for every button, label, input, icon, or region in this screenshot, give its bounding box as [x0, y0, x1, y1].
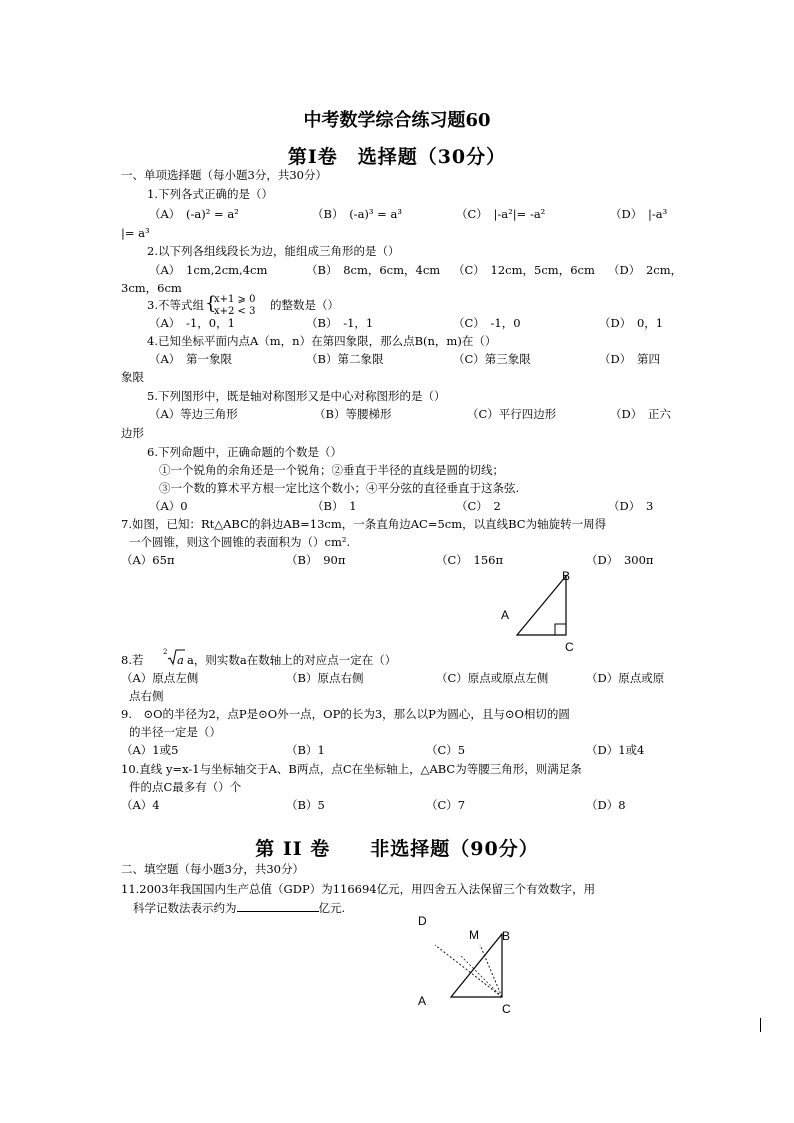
q6-stem: 6.下列命题中，正确命题的个数是（） [147, 445, 342, 459]
q7-label-b: B [562, 569, 571, 583]
q2-option-c: （C） 12cm，5cm，6cm [453, 263, 595, 277]
q5-option-b: （B）等腰梯形 [314, 407, 392, 421]
q7-option-a: （A）65π [121, 553, 175, 567]
q11-line-1: 11.2003年我国国内生产总值（GDP）为116694亿元，用四舍五入法保留三个有效数字，用 [121, 882, 596, 896]
q1-option-b: （B） (-a)³ = a³ [312, 207, 402, 221]
q10-option-c: （C）7 [426, 798, 466, 812]
q2-option-d: （D） 2cm， [608, 263, 683, 277]
q8-option-d-cont: 点右侧 [129, 689, 164, 703]
q11-label-b: B [502, 929, 511, 943]
q8-option-b: （B）原点右侧 [286, 671, 364, 685]
q5-option-d-cont: 边形 [121, 426, 144, 440]
q11-label-d: D [418, 914, 427, 928]
q8-option-d: （D）原点或原 [586, 671, 665, 685]
q11-label-m: M [469, 928, 479, 942]
q3-stem-post: 的整数是（） [270, 298, 339, 312]
q2-stem: 2.以下列各组线段长为边，能组成三角形的是（） [147, 244, 400, 258]
q11-answer-blank[interactable] [237, 900, 319, 912]
q7-label-c: C [565, 640, 574, 654]
q6-statement-1: ①一个锐角的余角还是一个锐角；②垂直于半径的直线是圆的切线； [159, 463, 504, 477]
q7-line-2: 一个圆锥，则这个圆锥的表面积为（）cm². [129, 535, 351, 549]
q7-triangle-figure [495, 566, 585, 658]
q8-root-index: 2 [163, 648, 168, 656]
q4-option-a: （A） 第一象限 [149, 352, 233, 366]
q11-label-a: A [418, 994, 427, 1008]
q11-line-2-pre: 科学记数法表示约为 [133, 901, 237, 915]
q4-option-d: （D） 第四 [599, 352, 660, 366]
q3-stem-pre: 3.不等式组 [147, 298, 204, 312]
q3-option-c: （C） -1，0 [453, 316, 521, 330]
q11-dashed-c [460, 955, 502, 997]
part2-title: 第 II 卷 非选择题（90分） [255, 838, 539, 860]
q6-option-d: （D） 3 [608, 499, 654, 513]
q11-dashed-cd [435, 945, 502, 997]
q8-stem-post: a，则实数a在数轴上的对应点一定在（） [187, 653, 397, 667]
q7-line-1: 7.如图，已知：Rt△ABC的斜边AB=13cm，一条直角边AC=5cm，以直线BC为轴旋转一周得 [121, 517, 607, 531]
q8-option-c: （C）原点或原点左侧 [436, 671, 549, 685]
q2-option-d-cont: 3cm，6cm [121, 281, 182, 295]
part1-title: 第Ⅰ卷 选择题（30分） [287, 146, 507, 168]
q4-stem: 4.已知坐标平面内点A（m，n）在第四象限，那么点B(n，m)在（） [147, 334, 497, 348]
q10-option-b: （B）5 [286, 798, 325, 812]
q7-label-a: A [501, 608, 510, 622]
q5-option-c: （C）平行四边形 [467, 407, 557, 421]
q11-figure [410, 910, 520, 1020]
q8-radicand: a [177, 653, 184, 667]
q5-option-d: （D） 正六 [610, 407, 671, 421]
q1-stem: 1.下列各式正确的是（） [147, 187, 273, 201]
document-title: 中考数学综合练习题60 [303, 110, 491, 131]
q9-line-2: 的半径一定是（） [129, 725, 221, 739]
q1-option-d: （D） |-a³ [610, 207, 668, 221]
q3-option-b: （B） -1，1 [306, 316, 374, 330]
q8-stem-pre: 8.若 [121, 653, 144, 667]
q1-option-d-cont: |= a³ [121, 226, 150, 240]
q10-option-d: （D）8 [586, 798, 626, 812]
q9-option-a: （A）1或5 [121, 743, 179, 757]
q1-option-a: （A） (-a)² = a² [149, 207, 239, 221]
q11-line-2 [133, 900, 345, 915]
q6-statement-2: ③一个数的算术平方根一定比这个数小；④平分弦的直径垂直于这条弦. [159, 481, 520, 495]
q11-dashed-cm [480, 945, 502, 997]
q11-label-c: C [502, 1002, 511, 1016]
q3-option-a: （A） -1，0，1 [149, 316, 235, 330]
q5-stem: 5.下列图形中，既是轴对称图形又是中心对称图形的是（） [147, 389, 446, 403]
q10-line-2: 件的点C最多有（）个 [129, 780, 242, 794]
q7-option-b: （B） 90π [286, 553, 346, 567]
q9-option-d: （D）1或4 [586, 743, 645, 757]
q6-option-a: （A）0 [149, 499, 188, 513]
q1-option-c: （C） |-a²|= -a² [456, 207, 546, 221]
q9-option-b: （B）1 [286, 743, 325, 757]
q3-brace: { [205, 293, 217, 314]
q10-option-a: （A）4 [121, 798, 160, 812]
q4-option-b: （B）第二象限 [306, 352, 384, 366]
section1-heading: 一、单项选择题（每小题3分，共30分） [121, 168, 327, 182]
q9-option-c: （C）5 [426, 743, 466, 757]
q7-option-c: （C） 156π [436, 553, 504, 567]
q10-line-1: 10.直线 y=x-1与坐标轴交于A、B两点，点C在坐标轴上，△ABC为等腰三角形，则满足条 [121, 762, 582, 776]
q6-option-c: （C） 2 [456, 499, 501, 513]
q9-line-1: 9. ⊙O的半径为2，点P是⊙O外一点，OP的长为3，那么以P为圆心，且与⊙O相切的圆 [121, 707, 570, 721]
section2-heading: 二、填空题（每小题3分，共30分） [121, 862, 304, 876]
page-edge-mark [760, 1018, 761, 1032]
q3-inequality-2: x+2 < 3 [214, 306, 256, 317]
q5-option-a: （A）等边三角形 [149, 407, 238, 421]
q2-option-b: （B） 8cm，6cm，4cm [306, 263, 441, 277]
q11-triangle [451, 934, 502, 997]
q7-triangle [517, 576, 566, 635]
q7-option-d: （D） 300π [586, 553, 654, 567]
q3-inequality-1: x+1 ⩾ 0 [214, 294, 256, 305]
q4-option-c: （C）第三象限 [453, 352, 531, 366]
q6-option-b: （B） 1 [312, 499, 357, 513]
q11-line-2-post: 亿元. [318, 901, 346, 915]
q8-option-a: （A）原点左侧 [121, 671, 199, 685]
q3-option-d: （D） 0，1 [599, 316, 664, 330]
q2-option-a: （A） 1cm,2cm,4cm [149, 263, 268, 277]
q7-right-angle-mark [555, 624, 566, 635]
q4-option-d-cont: 象限 [121, 370, 144, 384]
